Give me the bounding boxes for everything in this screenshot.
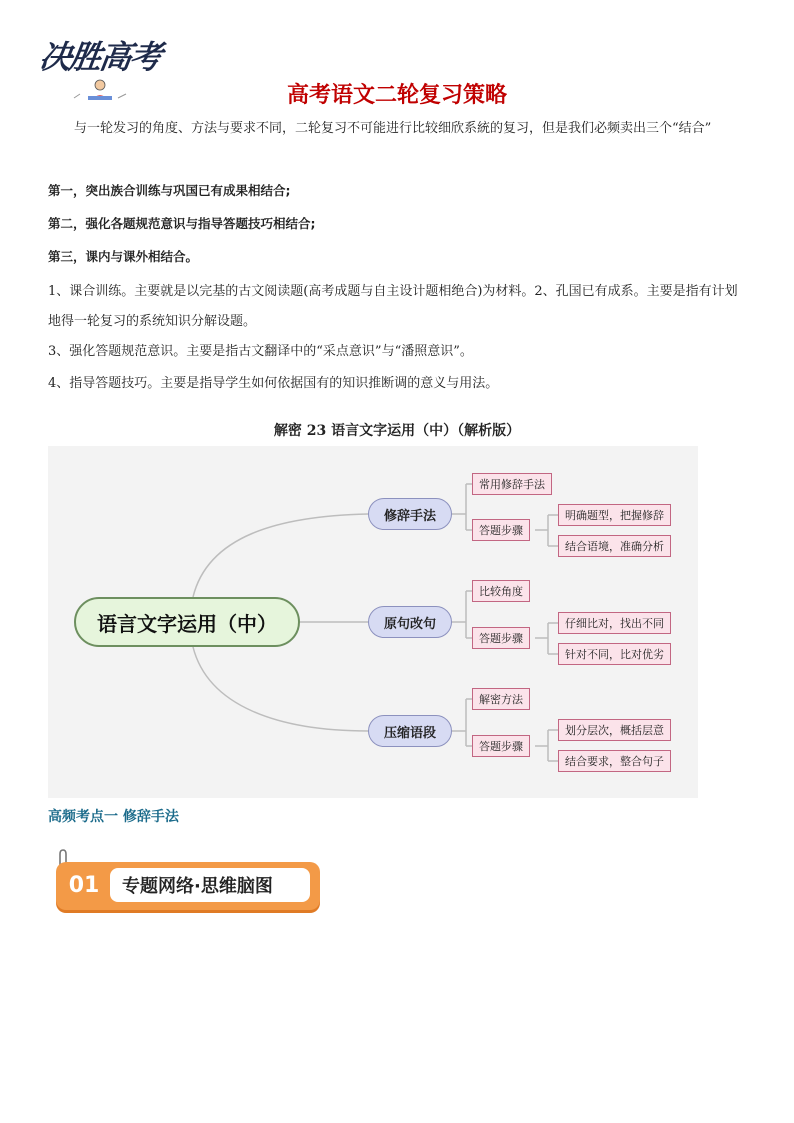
leaf-step-1b: 结合语境，准确分析 — [558, 535, 671, 557]
leaf-step-1a: 明确题型，把握修辞 — [558, 504, 671, 526]
leaf-compare-angle: 比较角度 — [472, 580, 530, 602]
mind-map-root: 语言文字运用（中） — [74, 597, 300, 647]
point-2: 第二，强化各题规范意识与指导答题技巧相结合; — [48, 216, 316, 231]
detail-2: 3、强化答题规范意识。主要是指古文翻译中的“采点意识”与“潘照意识”。 — [48, 344, 473, 359]
leaf-common-rhetoric: 常用修辞手法 — [472, 473, 552, 495]
banner-body — [56, 862, 320, 910]
page-title: 高考语文二轮复习策略 — [286, 83, 507, 108]
high-frequency-topic-title: 高频考点一 修辞手法 — [48, 809, 179, 825]
leaf-answer-steps-1: 答题步骤 — [472, 519, 530, 541]
leaf-answer-steps-2: 答题步骤 — [472, 627, 530, 649]
detail-1: 1、课合训练。主要就是以完基的古文阅读题(高考成题与自主设计题相绝合)为材料。2、孔国已有成系。主要是指有计划地得一轮复习的系统知识分解设题。 — [48, 284, 738, 329]
detail-3: 4、指导答题技巧。主要是指导学生如何依据国有的知识推断调的意义与用法。 — [48, 376, 499, 391]
mind-map — [48, 446, 698, 798]
topic-banner — [52, 848, 324, 914]
point-1: 第一，突出族合训练与巩国已有成果相结合; — [48, 183, 291, 198]
leaf-answer-steps-3: 答题步骤 — [472, 735, 530, 757]
leaf-decode-method: 解密方法 — [472, 688, 530, 710]
leaf-step-2a: 仔细比对，找出不同 — [558, 612, 671, 634]
leaf-step-3a: 划分层次，概括层意 — [558, 719, 671, 741]
intro-paragraph: 与一轮发习的角度、方法与要求不同，二轮复习不可能进行比较细欣系統的复习，但是我们必频卖出三个“结合” — [74, 121, 712, 136]
banner-number: 01 — [68, 872, 100, 898]
banner-text: 专题网络·思维脑图 — [110, 868, 310, 902]
leaf-step-2b: 针对不同，比对优劣 — [558, 643, 671, 665]
branch-rhetoric: 修辞手法 — [368, 498, 452, 530]
logo-text: 决胜高考 — [37, 38, 163, 76]
section-title: 解密 23 语言文字运用（中）（解析版） — [273, 423, 521, 439]
branch-sentence-revision: 原句改句 — [368, 606, 452, 638]
leaf-step-3b: 结合要求，整合句子 — [558, 750, 671, 772]
point-3: 第三，课内与课外相结合。 — [48, 249, 199, 264]
branch-text-compression: 压缩语段 — [368, 715, 452, 747]
